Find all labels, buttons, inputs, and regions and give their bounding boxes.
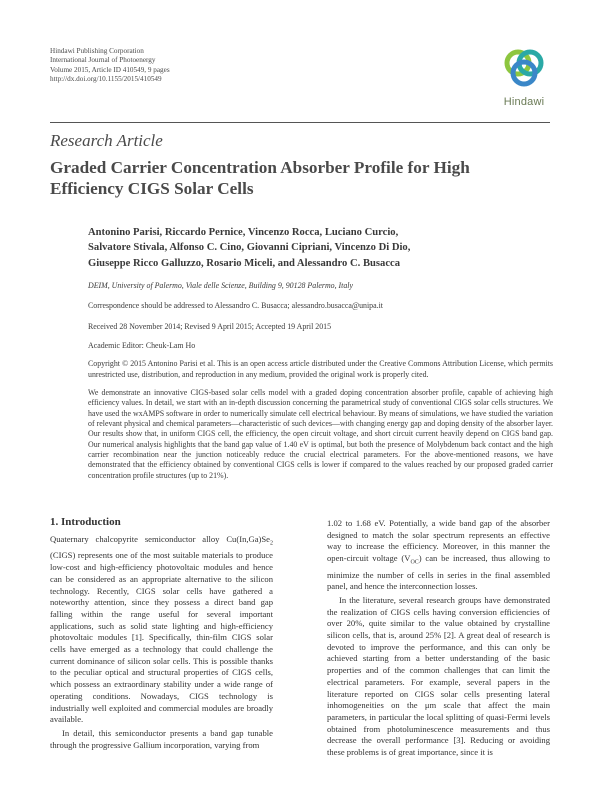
copyright-notice: Copyright © 2015 Antonino Parisi et al. This is an open access article distributed under the Creative Commons Attribution License, which permits unrestricted use, distribution, and reproduction in any medium, provided the original work is properly cited. — [88, 359, 553, 379]
hindawi-logo — [493, 46, 555, 106]
paragraph: In detail, this semiconductor presents a band gap tunable through the progressive Gallium incorporation, varying from — [50, 727, 273, 750]
author-list — [88, 225, 558, 271]
article-type: Research Article — [50, 131, 163, 150]
volume-info: Volume 2015, Article ID 410549, 9 pages — [50, 65, 170, 74]
paragraph: 1.02 to 1.68 eV. Potentially, a wide band gap of the absorber designed to match the solar spectrum represents an effective way to increase the efficiency. Moreover, in this manner the open-circuit voltage $(V_{OC})$ can be increased, thus allowing to minimize the number of cells in series in the final assembled panel, and hence the interconnection losses. — [327, 518, 550, 592]
body-column-right — [327, 518, 550, 759]
author-line: Antonino Parisi, Riccardo Pernice, Vincenzo Rocca, Luciano Curcio, — [88, 227, 399, 238]
paragraph: In the literature, several research groups have demonstrated the realization of CIGS cells having conversion efficiencies of over 20%, quite similar to the value obtained by crystalline silicon cells, that is, around 25% [2]. A great deal of research is devoted to improve the performance, and this can only be achieved starting from a better understanding of the basic properties and of the common challenges that can limit the electrical parameters. For example, several papers in the literature reported on CIGS solar cells presenting lateral inhomogeneities on the μm scale that affect the main parameters, in particular the local splitting of quasi-Fermi levels obtained from photoluminescence measurements and thus decrease the overall performance [3]. Reducing or avoiding these problems is of great importance, since it is — [327, 594, 550, 758]
journal-name: International Journal of Photoenergy — [50, 56, 156, 65]
paragraph: Quaternary chalcopyrite semiconductor alloy $Cu(In,Ga)Se_2$ (CIGS) represents one of the most suitable materials to produce low-cost and high-efficiency photovoltaic modules and hence can be considered as an appropriate alternative to the silicon technology. Recently, CIGS solar cells have gathered a noteworthy attention, since they possess a direct band gap falling within the range useful for several important applications, such as solid state lighting and high-efficiency photovoltaic modules [1]. Specifically, thin-film CIGS solar cells have emerged as a technology that could challenge the current dominance of silicon solar cells. This is possible thanks to the peculiar optical and structural properties of CIGS cells, which possess an extraordinary stability under a wide range of operating conditions. Nowadays, CIGS technology is industrially well exploited and commercial modules are broadly available. — [50, 534, 273, 725]
doi-link[interactable]: http://dx.doi.org/10.1155/2015/410549 — [50, 75, 162, 84]
section-heading: 1. Introduction — [50, 516, 121, 528]
affiliation: DEIM, University of Palermo, Viale delle Scienze, Building 9, 90128 Palermo, Italy — [88, 281, 354, 290]
publisher-name: Hindawi Publishing Corporation — [50, 47, 144, 55]
hindawi-logo-icon — [499, 46, 549, 90]
publication-info — [50, 47, 170, 85]
body-column-left — [50, 534, 273, 751]
author-line: Salvatore Stivala, Alfonso C. Cino, Giovanni Cipriani, Vincenzo Di Dio, — [88, 242, 411, 254]
logo-wordmark: Hindawi — [503, 96, 545, 108]
author-line: Giuseppe Ricco Galluzzo, Rosario Miceli, and Alessandro C. Busacca — [88, 257, 401, 269]
header-divider — [50, 122, 550, 123]
correspondence: Correspondence should be addressed to Alessandro C. Busacca; alessandro.busacca@unipa.it — [88, 301, 383, 310]
academic-editor: Academic Editor: Cheuk-Lam Ho — [88, 341, 196, 350]
article-title: Graded Carrier Concentration Absorber Profile for High Efficiency CIGS Solar Cells — [50, 158, 470, 198]
article-dates: Received 28 November 2014; Revised 9 April 2015; Accepted 19 April 2015 — [88, 322, 332, 331]
abstract-text: We demonstrate an innovative CIGS-based solar cells model with a graded doping concentration absorber profile, capable of achieving high efficiency values. In detail, we start with an in-depth discussion concerning the parametrical study of conventional CIGS solar cells structures. We have used the wxAMPS software in order to numerically simulate cell electrical behaviour. By means of simulations, we have studied the variation of relevant physical and chemical parameters—characteristic of such devices—with changing energy gap and doping density of the absorber layer. Our results show that, in uniform CIGS cell, the efficiency, the open circuit voltage, and short circuit current heavily depend on CIGS band gap. Our numerical analysis highlights that the band gap value of 1.40 eV is optimal, but both the presence of Molybdenum back contact and the high carrier recombination near the junction noticeably reduce the crucial electrical parameters. For the above-mentioned reasons, we have demonstrated that the efficiency obtained by conventional CIGS cells is lower if compared to the values reached by our proposed graded carrier concentration profile structures (up to 21%). — [88, 388, 553, 480]
